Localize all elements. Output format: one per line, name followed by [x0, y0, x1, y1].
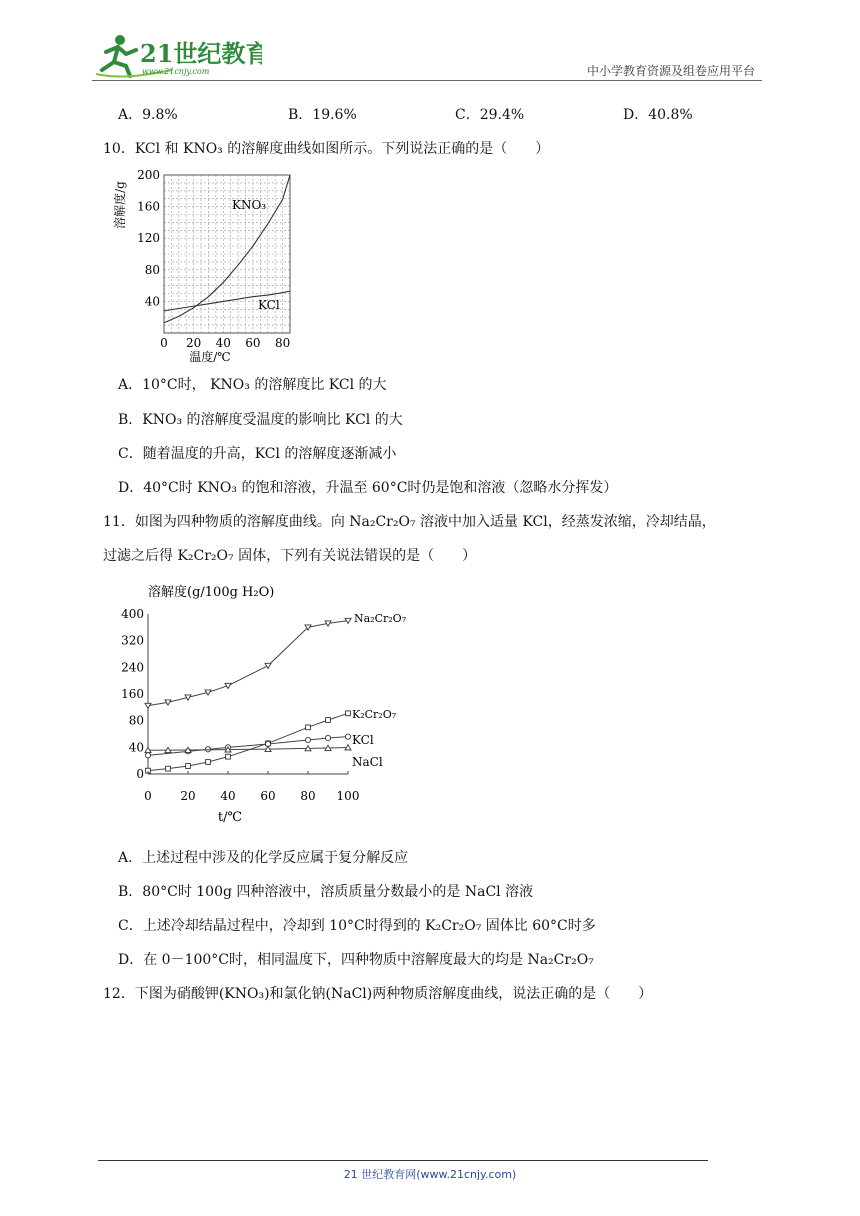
chart2-y-tick: 40: [128, 740, 144, 755]
chart2-y-tick: 160: [121, 687, 144, 701]
chart1-y-tick: 160: [137, 199, 160, 214]
footer-divider: [98, 1160, 708, 1161]
chart2-point-kcl: [345, 734, 350, 739]
chart1-y-tick: 200: [137, 168, 160, 182]
chart2-label-nacl: NaCl: [352, 755, 383, 769]
q10-option-a[interactable]: A．10°C时， KNO₃ 的溶解度比 KCl 的大: [118, 377, 387, 393]
q11-stem-line2: 过滤之后得 K₂Cr₂O₇ 固体，下列有关说法错误的是（ ）: [103, 548, 477, 564]
chart1-y-tick: 80: [144, 262, 160, 277]
chart2-point-k2cr2o7: [166, 766, 171, 771]
chart2-point-k2cr2o7: [186, 764, 191, 769]
chart1-y-tick: 120: [137, 231, 160, 246]
chart2-y-tick: 320: [121, 633, 144, 648]
chart2-point-kcl: [325, 735, 330, 740]
chart2-xlabel: t/℃: [217, 810, 243, 825]
chart2-point-k2cr2o7: [226, 754, 231, 759]
header-divider: [92, 80, 762, 81]
chart1-x-tick: 80: [274, 336, 291, 350]
header-platform-text: 中小学教育资源及组卷应用平台: [586, 64, 755, 78]
logo-text: 21世纪教育: [140, 39, 262, 68]
chart2-x-tick: 80: [300, 789, 316, 803]
chart2-series: [145, 618, 351, 773]
q10-solubility-chart: [112, 165, 302, 370]
chart2-y-tick: 240: [121, 660, 144, 675]
q11-option-d[interactable]: D．在 0－100°C时，相同温度下，四种物质中溶解度最大的均是 Na₂Cr₂O₇: [118, 952, 594, 968]
footer-text: 21 世纪教育网(www.21cnjy.com): [343, 1168, 517, 1181]
chart2-x-tick: 40: [220, 789, 236, 803]
chart2-label-na2cr2o7: Na₂Cr₂O₇: [354, 612, 407, 625]
chart2-line-na2cr2o7: [148, 621, 348, 706]
chart2-point-kcl: [305, 737, 310, 742]
chart2-x-tick: 60: [260, 789, 276, 803]
chart2-ylabel: 溶解度(g/100g H₂O): [148, 585, 275, 600]
q9-option-d[interactable]: D．40.8%: [623, 107, 693, 123]
chart1-x-tick: 40: [215, 336, 231, 350]
q10-option-d[interactable]: D．40°C时 KNO₃ 的饱和溶液，升温至 60°C时仍是饱和溶液（忽略水分挥发）: [118, 480, 618, 496]
chart2-point-k2cr2o7: [326, 718, 331, 723]
chart1-x-tick: 0: [160, 336, 168, 350]
q12-stem: 12．下图为硝酸钾(KNO₃)和氯化钠(NaCl)两种物质溶解度曲线，说法正确的是（ ）: [103, 986, 653, 1002]
chart2-point-k2cr2o7: [306, 725, 311, 730]
chart2-y-tick: 80: [128, 713, 144, 728]
chart2-line-nacl: [148, 747, 348, 750]
chart1-xlabel: 温度/℃: [189, 350, 231, 364]
q10-option-c[interactable]: C．随着温度的升高，KCl 的溶解度逐渐减小: [118, 446, 397, 462]
chart1-ylabel: 溶解度/g: [113, 181, 127, 229]
chart2-label-kcl: KCl: [352, 733, 374, 747]
chart1-x-tick: 60: [245, 336, 261, 350]
logo: [92, 30, 262, 84]
chart2-x-tick: 20: [180, 789, 196, 803]
chart1-label-kno3: KNO₃: [232, 198, 267, 212]
chart2-point-k2cr2o7: [206, 760, 211, 765]
chart2-x-tick: 0: [144, 789, 152, 803]
chart2-x-tick: 100: [336, 789, 360, 803]
q11-solubility-chart: [112, 578, 432, 828]
q10-stem: 10．KCl 和 KNO₃ 的溶解度曲线如图所示。下列说法正确的是（ ）: [103, 141, 550, 157]
q11-option-b[interactable]: B．80°C时 100g 四种溶液中，溶质质量分数最小的是 NaCl 溶液: [118, 884, 534, 900]
chart2-point-k2cr2o7: [346, 711, 351, 716]
logo-url: www.21cnjy.com: [142, 67, 210, 76]
q11-stem-line1: 11．如图为四种物质的溶解度曲线。向 Na₂Cr₂O₇ 溶液中加入适量 KCl，经蒸发浓缩，冷却结晶，: [103, 514, 716, 530]
chart2-line-kcl: [148, 737, 348, 756]
q9-option-c[interactable]: C．29.4%: [455, 107, 525, 123]
chart2-y-tick: 400: [121, 607, 144, 621]
chart2-line-k2cr2o7: [148, 713, 348, 770]
q11-option-a[interactable]: A．上述过程中涉及的化学反应属于复分解反应: [118, 850, 409, 866]
chart1-y-tick: 40: [144, 294, 160, 309]
logo-runner-icon: [92, 30, 262, 84]
q11-option-c[interactable]: C．上述冷却结晶过程中，冷却到 10°C时得到的 K₂Cr₂O₇ 固体比 60°C时多: [118, 918, 596, 934]
q10-option-b[interactable]: B．KNO₃ 的溶解度受温度的影响比 KCl 的大: [118, 412, 403, 428]
q9-option-b[interactable]: B．19.6%: [288, 107, 357, 123]
chart1-ticks: [137, 168, 290, 350]
chart1-x-tick: 20: [186, 336, 202, 350]
q9-option-a[interactable]: A．9.8%: [118, 107, 178, 123]
chart2-point-na2cr2o7: [265, 663, 271, 668]
chart1-label-kcl: KCl: [258, 298, 280, 312]
chart2-point-kcl: [145, 753, 150, 758]
chart2-point-na2cr2o7: [145, 703, 151, 708]
chart2-y-tick: 0: [136, 767, 144, 781]
chart2-label-k2cr2o7: K₂Cr₂O₇: [352, 708, 397, 721]
